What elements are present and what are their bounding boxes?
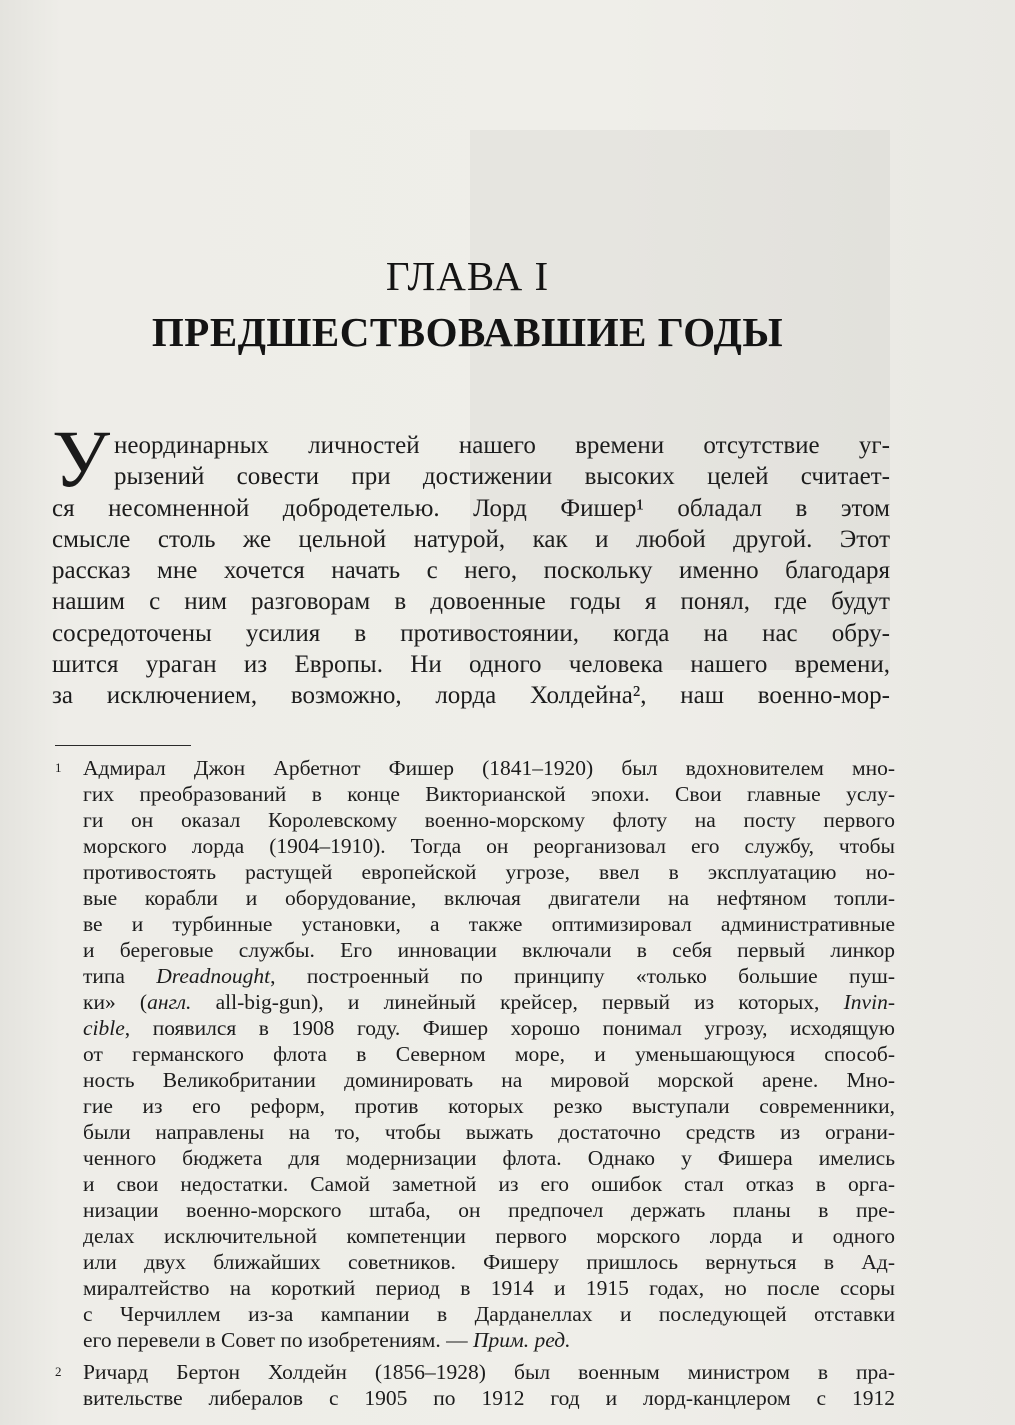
footnote-line: гих преобразований в конце Викторианской эпохи. Свои главные услу-: [83, 782, 895, 806]
footnote-line: противостоять растущей европейской угрозе, ввел в эксплуатацию но-: [83, 860, 895, 884]
drop-cap: У: [52, 413, 111, 504]
body-line: смысле столь же цельной натурой, как и любой другой. Этот: [52, 525, 890, 553]
footnote-rule: [55, 745, 191, 746]
footnote-line: гие из его реформ, против которых резко выступали современники,: [83, 1094, 895, 1118]
chapter-label: ГЛАВА I: [385, 253, 550, 299]
footnote-line: ки» (англ. all-big-gun), и линейный крейсер, первый из которых, Invin-: [83, 990, 895, 1014]
footnote-line: ность Великобритании доминировать на мировой морской арене. Мно-: [83, 1068, 895, 1092]
footnote-line: и береговые службы. Его инновации включали в себя первый линкор: [83, 938, 895, 962]
footnote-line: Адмирал Джон Арбетнот Фишер (1841–1920) был вдохновителем мно-: [83, 756, 895, 780]
footnote-line: вительстве либералов с 1905 по 1912 год и лорд-канцлером с 1912: [83, 1386, 895, 1410]
footnote-line: ги он оказал Королевскому военно-морскому флоту на посту первого: [83, 808, 895, 832]
footnote-line: от германского флота в Северном море, и уменьшающуюся способ-: [83, 1042, 895, 1066]
footnote-line: миралтейство на короткий период в 1914 и 1915 годах, но после ссоры: [83, 1276, 895, 1300]
footnote-line: ченного бюджета для модернизации флота. Однако у Фишера имелись: [83, 1146, 895, 1170]
body-line: шится ураган из Европы. Ни одного человека нашего времени,: [52, 651, 890, 679]
footnote-line: Ричард Бертон Холдейн (1856–1928) был военным министром в пра-: [83, 1360, 895, 1384]
footnote-number: 1: [55, 760, 62, 775]
body-line: ся несомненной добродетелью. Лорд Фишер¹ обладал в этом: [52, 494, 890, 522]
footnote-line: с Черчиллем из-за кампании в Дарданеллах и последующей отставки: [83, 1302, 895, 1326]
footnote-line: типа Dreadnought, построенный по принципу «только большие пуш-: [83, 964, 895, 988]
footnote-line: морского лорда (1904–1910). Тогда он реорганизовал его службу, чтобы: [83, 834, 895, 858]
footnote-line: и свои недостатки. Самой заметной из его ошибок стал отказ в орга-: [83, 1172, 895, 1196]
footnote-line: ве и турбинные установки, а также оптимизировал административные: [83, 912, 895, 936]
footnote-line: были направлены на то, чтобы выжать достаточно средств из ограни-: [83, 1120, 895, 1144]
footnote-1: [55, 755, 895, 1353]
footnote-line: или двух ближайших советников. Фишеру пришлось вернуться в Ад-: [83, 1250, 895, 1274]
footnote-line: делах исключительной компетенции первого морского лорда и одного: [83, 1224, 895, 1248]
body-paragraph: [52, 430, 890, 712]
footnotes: [55, 755, 895, 1411]
footnote-line: низации военно-морского штаба, он предпочел держать планы в пре-: [83, 1198, 895, 1222]
footnote-line: его перевели в Совет по изобретениям. — Прим. ред.: [83, 1328, 571, 1352]
footnote-line: вые корабли и оборудование, включая двигатели на нефтяном топли-: [83, 886, 895, 910]
footnote-line: cible, появился в 1908 году. Фишер хорошо понимал угрозу, исходящую: [83, 1016, 895, 1040]
body-line: рызений совести при достижении высоких целей считает-: [114, 463, 890, 491]
body-line: нашим с ним разговорам в довоенные годы я понял, где будут: [52, 588, 890, 616]
body-line: сосредоточены усилия в противостоянии, когда на нас обру-: [52, 619, 890, 647]
chapter-title: ПРЕДШЕСТВОВАВШИЕ ГОДЫ: [151, 309, 784, 355]
body-line: за исключением, возможно, лорда Холдейна², наш военно-мор-: [52, 682, 890, 710]
body-line: неординарных личностей нашего времени отсутствие уг-: [114, 432, 890, 459]
footnote-2: [55, 1359, 895, 1411]
footnote-number: 2: [55, 1364, 62, 1379]
body-line: рассказ мне хочется начать с него, поскольку именно благодаря: [52, 557, 890, 585]
